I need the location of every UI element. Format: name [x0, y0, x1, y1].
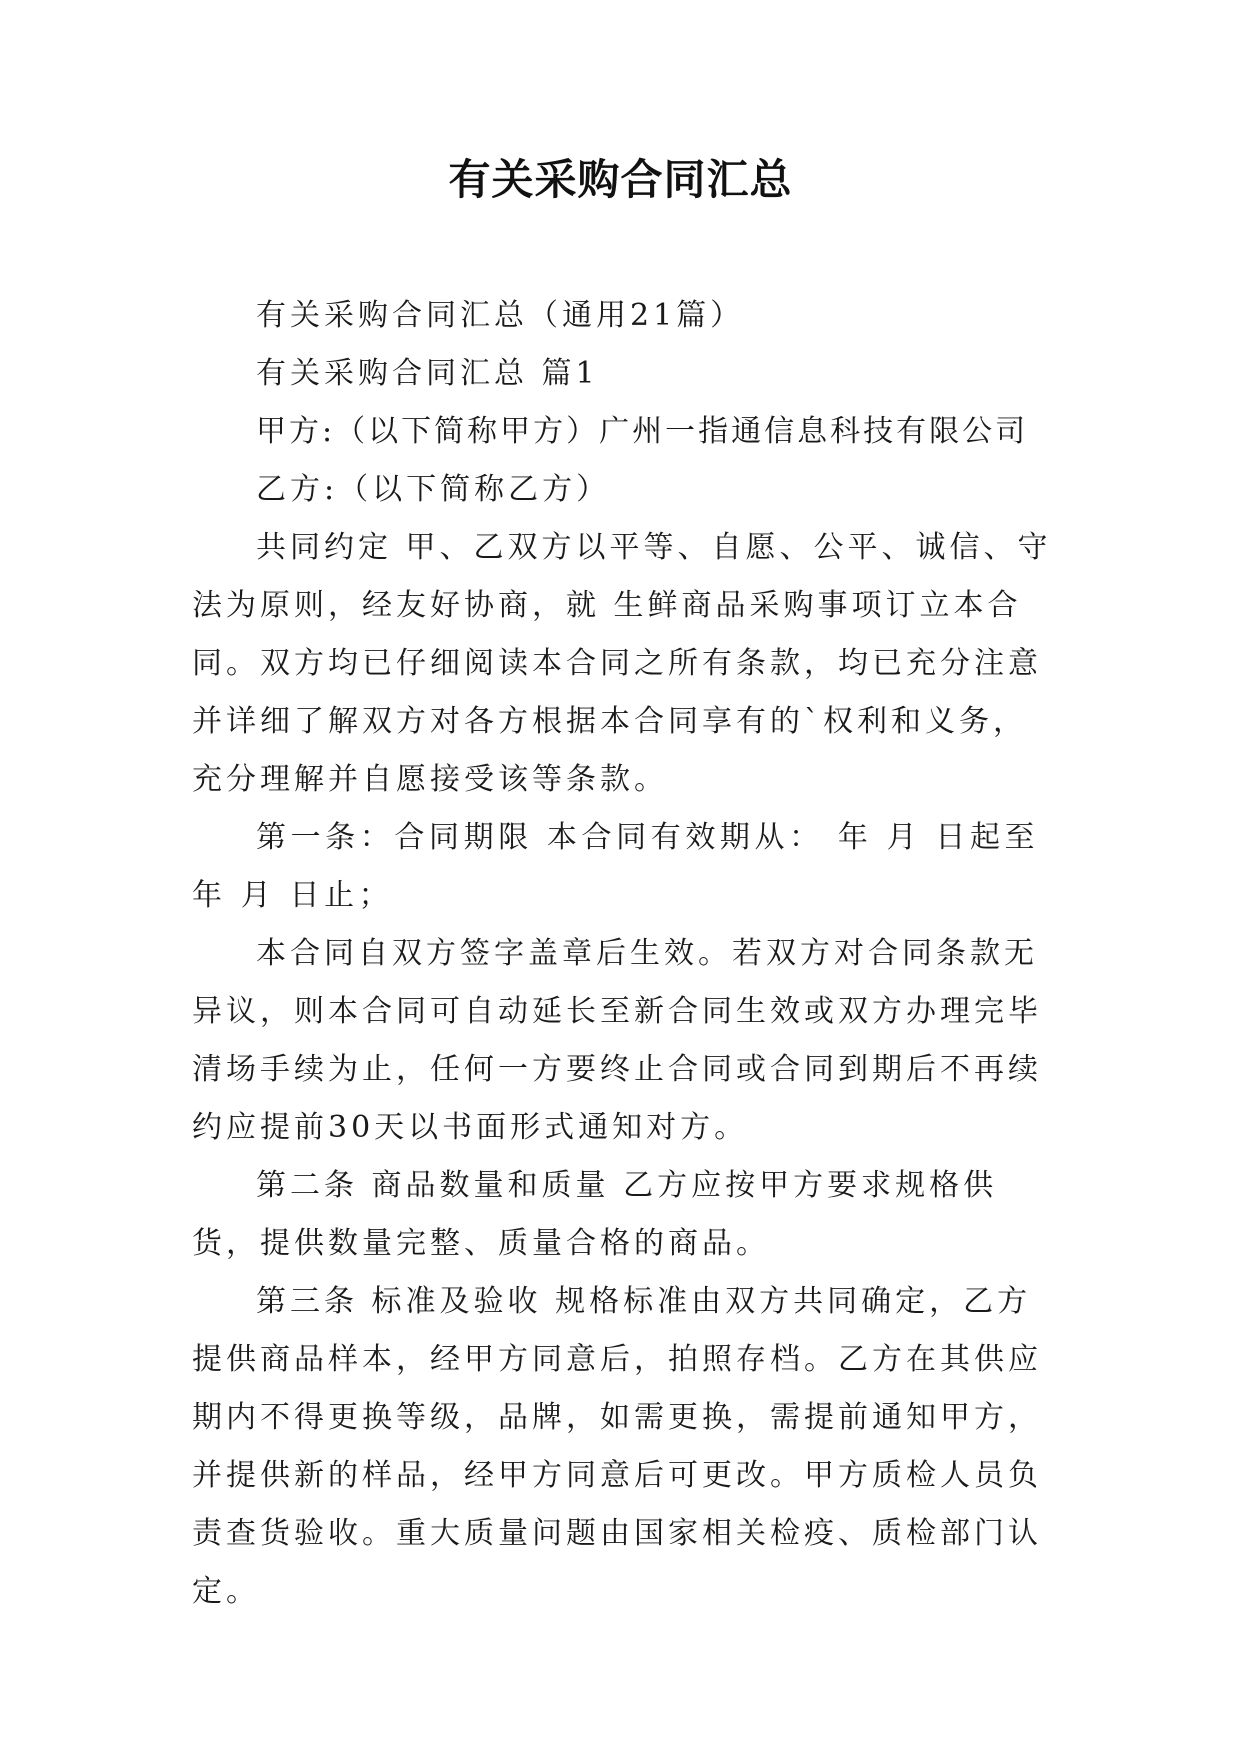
paragraph-section-heading: 有关采购合同汇总 篇1: [256, 356, 599, 391]
paragraph-article-2: 第二条 商品数量和质量 乙方应按甲方要求规格供货，提供数量完整、质量合格的商品。: [192, 1168, 998, 1261]
paragraph-article-1: 第一条：合同期限 本合同有效期从： 年 月 日起至 年 月 日止；: [192, 820, 1040, 913]
paragraph-effectiveness: 本合同自双方签字盖章后生效。若双方对合同条款无异议，则本合同可自动延长至新合同生效或双方办理完毕清场手续为止，任何一方要终止合同或合同到期后不再续约应提前30天以书面形式通知对方。: [192, 936, 1042, 1145]
document-body: [192, 287, 1058, 1621]
paragraph-subtitle: 有关采购合同汇总（通用21篇）: [256, 298, 745, 333]
paragraph-article-3: 第三条 标准及验收 规格标准由双方共同确定，乙方提供商品样本，经甲方同意后，拍照存档。乙方在其供应期内不得更换等级，品牌，如需更换，需提前通知甲方，并提供新的样品，经甲方同意后可更改。甲方质检人员负责查货验收。重大质量问题由国家相关检疫、质检部门认定。: [192, 1284, 1042, 1609]
paragraph-party-b: 乙方:（以下简称乙方）: [256, 472, 611, 507]
paragraph-party-a: 甲方:（以下简称甲方）广州一指通信息科技有限公司: [256, 414, 1029, 449]
document-title: 有关采购合同汇总: [448, 155, 793, 204]
paragraph-agreement: 共同约定 甲、乙双方以平等、自愿、公平、诚信、守法为原则，经友好协商，就 生鲜商品采购事项订立本合同。双方均已仔细阅读本合同之所有条款，均已充分注意并详细了解双方对各方根据本合同享有的`权利和义务，充分理解并自愿接受该等条款。: [192, 530, 1052, 797]
